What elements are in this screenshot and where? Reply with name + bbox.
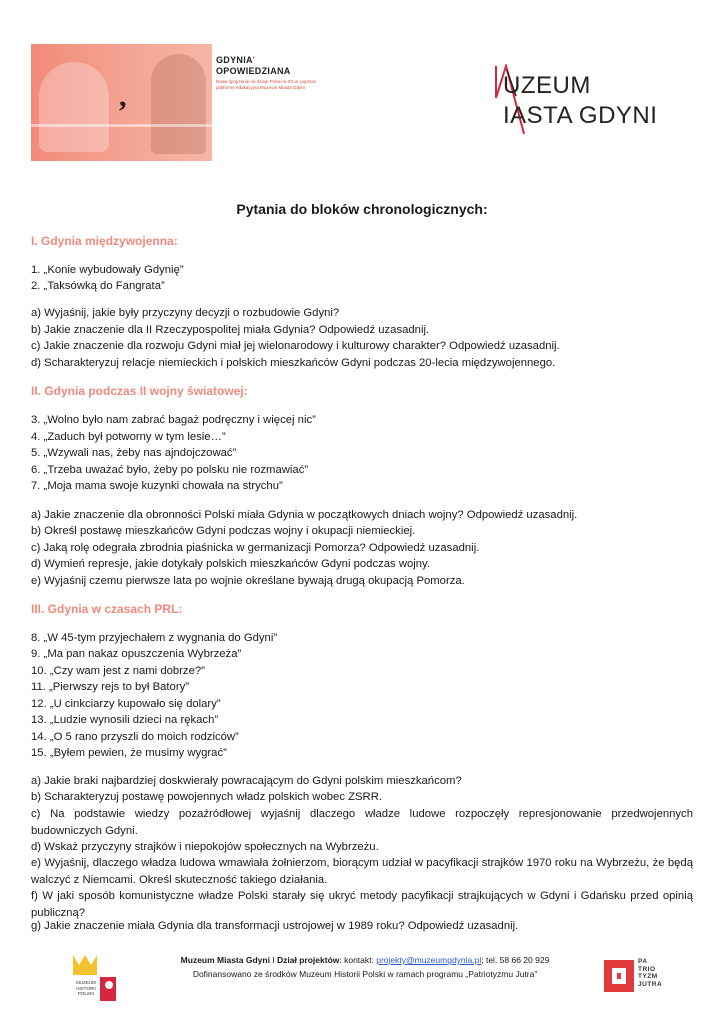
footer-email-link[interactable]: projekty@muzeumgdynia.pl xyxy=(376,955,482,965)
question-item: a) Jakie znaczenie dla obronności Polski miała Gdynia w początkowych dniach wojny? Odpowiedź uzasadnij. xyxy=(31,509,578,521)
question-item: a) Wyjaśnij, jakie były przyczyny decyzji o rozbudowie Gdyni? xyxy=(31,307,340,319)
mhp-label-line: POLSKI xyxy=(77,991,95,996)
pj-label-line: TRIO xyxy=(638,965,656,973)
question-item: b) Scharakteryzuj postawę powojennych władz polskich wobec ZSRR. xyxy=(31,791,382,803)
footer-separator: I xyxy=(269,955,278,965)
section-heading-2: II. Gdynia podczas II wojny światowej: xyxy=(31,384,248,398)
question-item: c) Jaką rolę odegrała zbrodnia piaśnicka w germanizacji Pomorza? Odpowiedź uzasadnij. xyxy=(31,542,480,554)
gdynia-opowiedziana-brand xyxy=(216,55,326,91)
footer-dept: Dział projektów xyxy=(277,955,340,965)
question-item: b) Określ postawę mieszkańców Gdyni podczas wojny i okupacji niemieckiej. xyxy=(31,525,416,537)
pj-label-line: TYZM xyxy=(638,973,658,980)
list-item: 11. „Pierwszy rejs to był Batory” xyxy=(31,681,189,693)
question-item: d) Wymień represje, jakie dotykały polskich mieszkańców Gdyni podczas wojny. xyxy=(31,558,431,570)
footer-phone: ; tel. 58 66 20 929 xyxy=(481,955,550,965)
question-item: d) Scharakteryzuj relacje niemieckich i polskich mieszkańców Gdyni podczas 20-lecia międzywojennego. xyxy=(31,357,556,369)
banner-figure-right xyxy=(151,54,206,154)
question-item: a) Jakie braki najbardziej doskwierały powracającym do Gdyni polskim mieszkańcom? xyxy=(31,775,462,787)
brand-subtitle: Nowe spojrzenie na dzieje Polski w XX w. poprzez platformę edukacyjną Muzeum Miasta Gdyni xyxy=(216,79,317,90)
brand-apostrophe: ’ xyxy=(252,55,256,65)
question-item: f) W jaki sposób komunistyczne władze Polski starały się ukryć metody pacyfikacji strajkujących w Gdyni i Gdańsku przed opinią publiczną? xyxy=(31,890,693,919)
list-item: 6. „Trzeba uważać było, żeby po polsku nie rozmawiać” xyxy=(31,464,309,476)
list-item: 1. „Konie wybudowały Gdynię” xyxy=(31,264,184,276)
pj-label-line: JUTRA xyxy=(638,980,663,988)
section-heading-3: III. Gdynia w czasach PRL: xyxy=(31,602,183,616)
question-item: c) Na podstawie wiedzy pozaźródłowej wyjaśnij dlaczego władze ludowe rozpoczęły represjonowanie przedwojennych budowniczych Gdyni. xyxy=(31,808,693,837)
question-item: g) Jakie znaczenie miała Gdynia dla transformacji ustrojowej w 1989 roku? Odpowiedź uzasadnij. xyxy=(31,920,519,932)
muzeum-historii-polski-logo-icon xyxy=(71,953,121,1005)
list-item: 7. „Moja mama swoje kuzynki chowała na strychu” xyxy=(31,480,283,492)
question-item: c) Jakie znaczenie dla rozwoju Gdyni miał jej wielonarodowy i kulturowy charakter? Odpowiedź uzasadnij. xyxy=(31,340,560,352)
banner-figure-left xyxy=(39,62,109,152)
brand-title xyxy=(216,55,326,77)
list-item: 12. „U cinkciarzy kupowało się dolary” xyxy=(31,698,221,710)
footer-org: Muzeum Miasta Gdyni xyxy=(180,955,270,965)
list-item: 14. „O 5 rano przyszli do moich rodziców” xyxy=(31,731,239,743)
list-item: 9. „Ma pan nakaz opuszczenia Wybrzeża” xyxy=(31,648,242,660)
footer-funding-line: Dofinansowano ze środków Muzeum Historii Polski w ramach programu „Patriotyzmu Jutra” xyxy=(192,969,538,979)
question-item: e) Wyjaśnij, dlaczego władza ludowa wmawiała żołnierzom, biorącym udział w pacyfikacji strajków 1970 roku na Wybrzeżu, że będą walczyć z Niemcami. Określ skuteczność takiego działania. xyxy=(31,857,693,886)
list-item: 15. „Byłem pewien, że musimy wygrać” xyxy=(31,747,227,759)
museum-logo-line1: UZEUM xyxy=(503,72,591,99)
museum-logo-line2: IASTA GDYNI xyxy=(503,102,658,129)
header-banner-image xyxy=(31,44,212,161)
section-heading-1: I. Gdynia międzywojenna: xyxy=(31,234,178,248)
mhp-label-line: HISTORII xyxy=(76,985,96,991)
mhp-logo-label xyxy=(71,980,101,997)
muzeum-miasta-gdyni-logo xyxy=(494,64,684,136)
brand-title-line1: GDYNIA xyxy=(216,55,253,65)
brand-title-line2: OPOWIEDZIANA xyxy=(216,66,291,76)
list-item: 4. „Zaduch był potworny w tym lesie…” xyxy=(31,431,226,443)
list-item: 8. „W 45-tym przyjechałem z wygnania do Gdyni” xyxy=(31,632,278,644)
question-item: b) Jakie znaczenie dla II Rzeczypospolitej miała Gdynia? Odpowiedź uzasadnij. xyxy=(31,324,430,336)
list-item: 10. „Czy wam jest z nami dobrze?” xyxy=(31,665,205,677)
list-item: 5. „Wzywali nas, żeby nas ajndojczować” xyxy=(31,447,237,459)
pj-label-line: PA xyxy=(638,958,648,965)
mhp-label-line: MUZEUM xyxy=(76,980,96,985)
question-item: d) Wskaż przyczyny strajków i niepokojów społecznych na Wybrzeżu. xyxy=(31,841,379,853)
footer-contact-line xyxy=(140,954,590,966)
pj-logo-label xyxy=(638,958,662,988)
banner-railing xyxy=(31,124,212,127)
document-title: Pytania do bloków chronologicznych: xyxy=(236,201,488,217)
question-item: e) Wyjaśnij czemu pierwsze lata po wojnie określane bywają drugą okupacją Pomorza. xyxy=(31,575,465,587)
list-item: 2. „Taksówką do Fangrata” xyxy=(31,280,165,292)
footer-contact-label: : kontakt: xyxy=(339,955,377,965)
list-item: 13. „Ludzie wynosili dzieci na rękach” xyxy=(31,714,219,726)
banner-comma-mark: , xyxy=(119,80,127,113)
list-item: 3. „Wolno było nam zabrać bagaż podręczny i więcej nic” xyxy=(31,414,316,426)
